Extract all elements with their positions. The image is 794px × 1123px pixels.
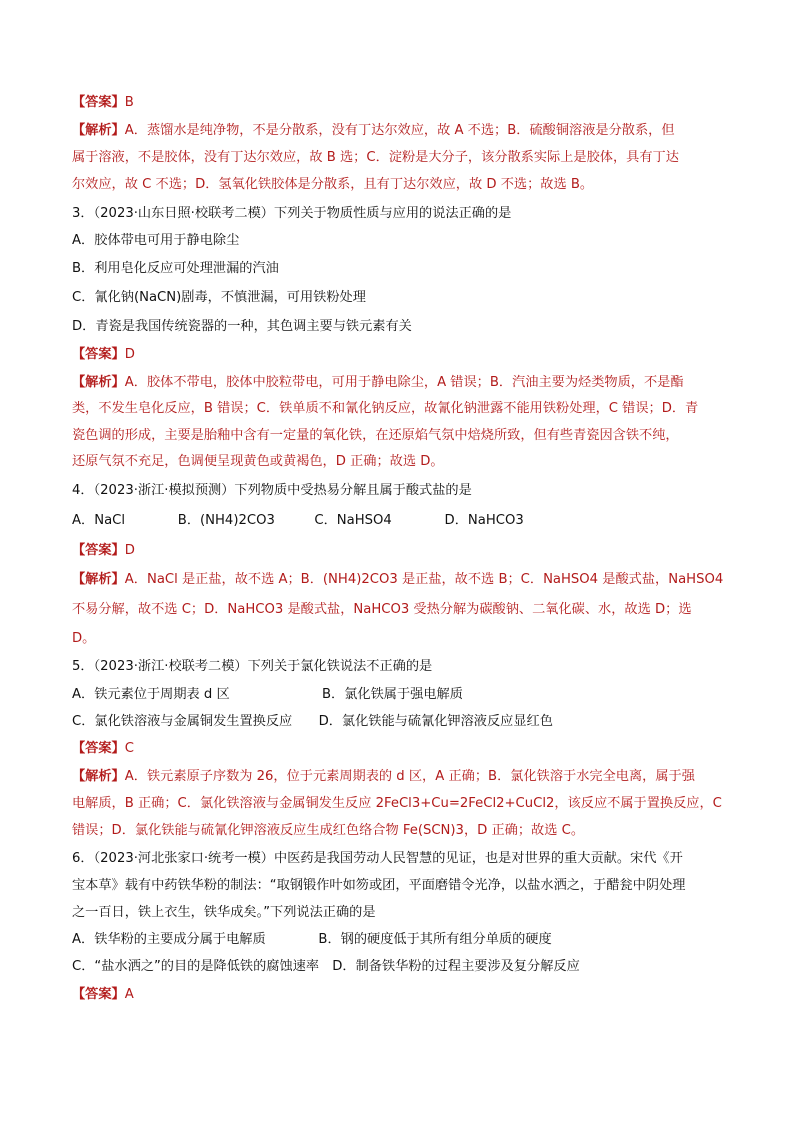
question-stem: 宝本草》载有中药铁华粉的制法：“取钢锻作叶如笏或团，平面磨错令光净，以盐水洒之，于醋瓮中阴处理 [72, 878, 686, 893]
explanation-line: 瓷色调的形成，主要是胎釉中含有一定量的氧化铁，在还原焰气氛中焙烧所致，但有些青瓷因含铁不纯， [72, 428, 679, 443]
option-line: A．NaCl B．(NH4)2CO3 C．NaHSO4 D．NaHCO3 [72, 513, 524, 528]
answer-line: 【答案】D [72, 347, 135, 362]
explanation-line: 属于溶液，不是胶体，没有丁达尔效应，故 B 选；C．淀粉是大分子，该分散系实际上是胶体，具有丁达 [72, 150, 679, 165]
explanation-line: 【解析】A．铁元素原子序数为 26，位于元素周期表的 d 区，A 正确；B．氯化铁溶于水完全电离，属于强 [72, 769, 695, 784]
option-line: A．胶体带电可用于静电除尘 [72, 233, 240, 248]
option-line: C．氯化铁溶液与金属铜发生置换反应 D．氯化铁能与硫氰化钾溶液反应显红色 [72, 714, 553, 729]
question-stem: 4．（2023·浙江·模拟预测）下列物质中受热易分解且属于酸式盐的是 [72, 483, 472, 498]
option-line: C．氰化钠(NaCN)剧毒，不慎泄漏，可用铁粉处理 [72, 290, 366, 305]
option-line: C．“盐水洒之”的目的是降低铁的腐蚀速率 D．制备铁华粉的过程主要涉及复分解反应 [72, 959, 580, 974]
question-stem: 5．（2023·浙江·校联考二模）下列关于氯化铁说法不正确的是 [72, 659, 433, 674]
question-stem: 3．（2023·山东日照·校联考二模）下列关于物质性质与应用的说法正确的是 [72, 206, 512, 221]
explanation-line: 【解析】A．胶体不带电，胶体中胶粒带电，可用于静电除尘，A 错误；B．汽油主要为烃类物质，不是酯 [72, 375, 684, 390]
answer-line: 【答案】B [72, 95, 134, 110]
question-stem: 之一百日，铁上衣生，铁华成矣。”下列说法正确的是 [72, 905, 376, 920]
question-stem: 6．（2023·河北张家口·统考一模）中医药是我国劳动人民智慧的见证，也是对世界的重大贡献。宋代《开 [72, 851, 683, 866]
explanation-line: 还原气氛不充足，色调便呈现黄色或黄褐色，D 正确；故选 D。 [72, 454, 444, 469]
answer-line: 【答案】A [72, 987, 134, 1002]
answer-line: 【答案】C [72, 741, 134, 756]
explanation-line: 尔效应，故 C 不选；D．氢氧化铁胶体是分散系，且有丁达尔效应，故 D 不选；故选 B。 [72, 177, 594, 192]
explanation-line: 电解质，B 正确；C．氯化铁溶液与金属铜发生反应 2FeCl3+Cu=2FeCl2+CuCl2，该反应不属于置换反应，C [72, 796, 722, 811]
explanation-line: 【解析】A．NaCl 是正盐，故不选 A；B．(NH4)2CO3 是正盐，故不选 B；C．NaHSO4 是酸式盐，NaHSO4 [72, 572, 724, 587]
explanation-line: 类，不发生皂化反应，B 错误；C．铁单质不和氰化钠反应，故氰化钠泄露不能用铁粉处理，C 错误；D．青 [72, 401, 699, 416]
explanation-line: D。 [72, 631, 96, 646]
explanation-line: 不易分解，故不选 C；D．NaHCO3 是酸式盐，NaHCO3 受热分解为碳酸钠、二氧化碳、水，故选 D；选 [72, 602, 692, 617]
explanation-line: 【解析】A．蒸馏水是纯净物，不是分散系，没有丁达尔效应，故 A 不选；B．硫酸铜溶液是分散系，但 [72, 123, 675, 138]
explanation-line: 错误；D．氯化铁能与硫氰化钾溶液反应生成红色络合物 Fe(SCN)3，D 正确；故选 C。 [72, 823, 585, 838]
option-line: A．铁元素位于周期表 d 区 B．氯化铁属于强电解质 [72, 687, 463, 702]
answer-line: 【答案】D [72, 543, 135, 558]
option-line: B．利用皂化反应可处理泄漏的汽油 [72, 261, 279, 276]
option-line: D．青瓷是我国传统瓷器的一种，其色调主要与铁元素有关 [72, 319, 412, 334]
option-line: A．铁华粉的主要成分属于电解质 B．钢的硬度低于其所有组分单质的硬度 [72, 932, 552, 947]
